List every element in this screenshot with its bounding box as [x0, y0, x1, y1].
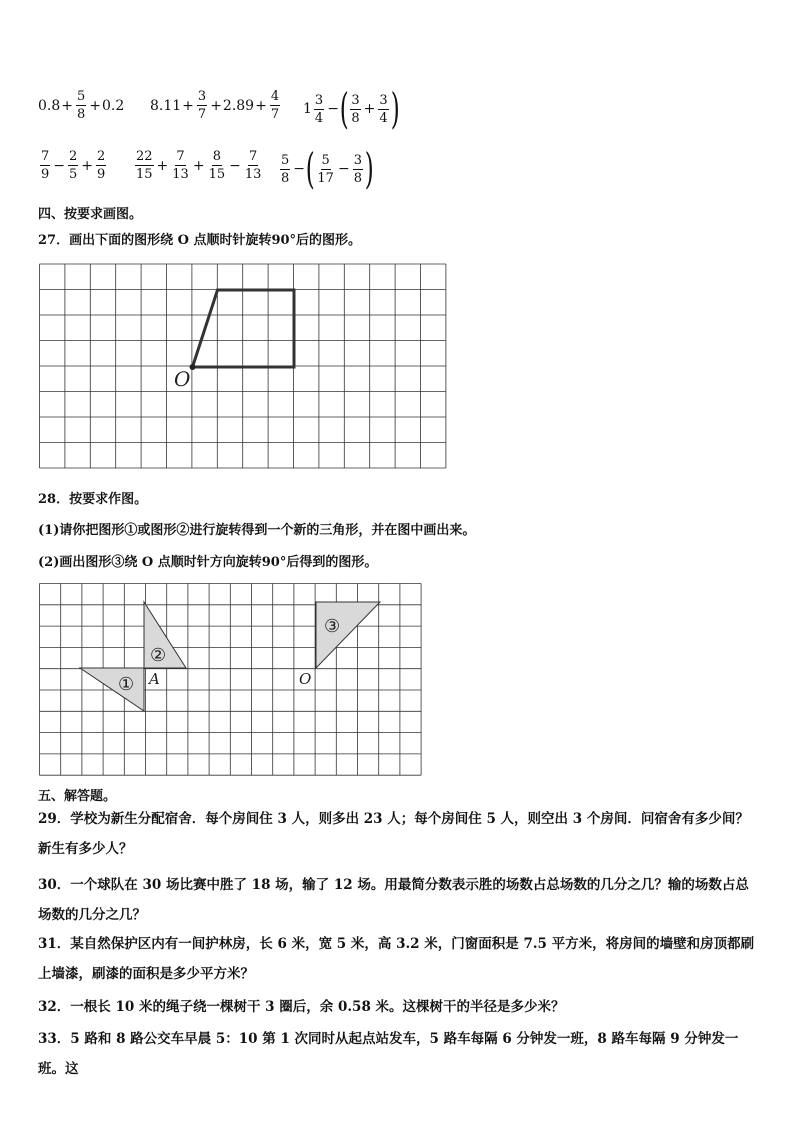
calc-expression-1 [38, 90, 124, 121]
plus-sign: + [363, 101, 376, 117]
number: 0.2 [102, 97, 125, 114]
fraction: $\frac{7}{9}$ [41, 149, 50, 182]
question-28-part-2: (2)画出图形③绕 O 点顺时针方向旋转90°后得到的图形。 [38, 555, 378, 570]
number: 0.8 [38, 97, 61, 114]
question-28: 28．按要求作图。 [38, 492, 148, 507]
plus-sign: + [192, 157, 205, 174]
question-30: 30．一个球队在 30 场比赛中胜了 18 场，输了 12 场。用最简分数表示胜的场数占总场数的几分之几？输的场数占总场数的几分之几？ [38, 877, 749, 923]
fraction: $\frac{22}{15}$ [136, 149, 153, 182]
fraction: $\frac{7}{13}$ [244, 149, 262, 182]
section-heading-4: 四、按要求画图。 [38, 207, 143, 222]
label-3: ③ [324, 616, 341, 637]
calc-expression-2 [150, 90, 282, 121]
plus-sign: + [89, 97, 102, 114]
minus-sign: − [293, 161, 306, 177]
fraction: $\frac{7}{13}$ [172, 149, 189, 182]
number: 1 [303, 101, 312, 117]
left-paren: ( [339, 84, 349, 133]
fraction: $\frac{3}{8}$ [353, 152, 362, 186]
fraction: $\frac{8}{15}$ [208, 149, 226, 182]
question-32: 32．一根长 10 米的绳子绕一棵树干 3 圈后，余 0.58 米。这棵树干的半径是多少米？ [38, 999, 565, 1015]
minus-sign: − [229, 157, 241, 174]
right-paren: ) [390, 84, 400, 133]
label-2: ② [150, 645, 167, 666]
plus-sign: + [61, 97, 73, 114]
question-31: 31．某自然保护区内有一间护林房，长 6 米，宽 5 米，高 3.2 米，门窗面积是 7.5 平方米，将房间的墙壁和房顶都刷上墙漆，刷漆的面积是多少平方米？ [38, 936, 755, 982]
fraction: $\frac{2}{5}$ [69, 149, 78, 182]
fraction: $\frac{3}{7}$ [197, 89, 207, 122]
question-27: 27．画出下面的图形绕 O 点顺时针旋转90°后的图形。 [38, 233, 362, 248]
right-paren: ) [364, 144, 374, 193]
triangle-1 [80, 668, 144, 711]
calc-expression-5 [133, 150, 264, 181]
question-28-part-1: (1)请你把图形①或图形②进行旋转得到一个新的三角形，并在图中画出来。 [38, 523, 476, 538]
section-heading-5: 五、解答题。 [38, 789, 117, 804]
fraction: $\frac{3}{8}$ [351, 92, 360, 126]
calc-expression-6 [278, 144, 374, 193]
fraction: $\frac{5}{8}$ [77, 89, 86, 122]
label-1: ① [118, 674, 135, 695]
fraction: $\frac{4}{7}$ [270, 89, 280, 122]
plus-sign: + [182, 97, 194, 114]
fraction: $\frac{3}{4}$ [314, 92, 324, 126]
plus-sign: + [255, 97, 267, 114]
minus-sign: − [337, 161, 350, 177]
shape-to-rotate [193, 290, 295, 367]
number: 2.89 [222, 97, 255, 114]
minus-sign: − [53, 157, 66, 174]
calc-expression-4 [38, 150, 108, 181]
label-o: O [299, 670, 312, 688]
fraction: $\frac{3}{4}$ [379, 92, 388, 126]
plus-sign: + [81, 157, 94, 174]
grid-figure-27 [38, 262, 450, 472]
label-a: A [149, 670, 160, 688]
grid-figure-28 [38, 582, 426, 776]
fraction: $\frac{2}{9}$ [97, 149, 106, 182]
plus-sign: + [210, 97, 222, 114]
number: 8.11 [150, 97, 182, 114]
minus-sign: − [327, 101, 339, 117]
question-29: 29．学校为新生分配宿舍．每个房间住 3 人，则多出 23 人；每个房间住 5 人，则空出 3 个房间．问宿舍有多少间？新生有多少人？ [38, 811, 749, 857]
fraction: $\frac{5}{17}$ [317, 152, 334, 186]
fraction: $\frac{5}{8}$ [281, 152, 290, 186]
label-o: O [174, 367, 191, 391]
question-33: 33．5 路和 8 路公交车早晨 5：10 第 1 次同时从起点站发车，5 路车每隔 6 分钟发一班，8 路车每隔 9 分钟发一班。这 [38, 1031, 739, 1077]
left-paren: ( [305, 144, 315, 193]
calc-expression-3 [303, 84, 400, 133]
plus-sign: + [156, 157, 169, 174]
